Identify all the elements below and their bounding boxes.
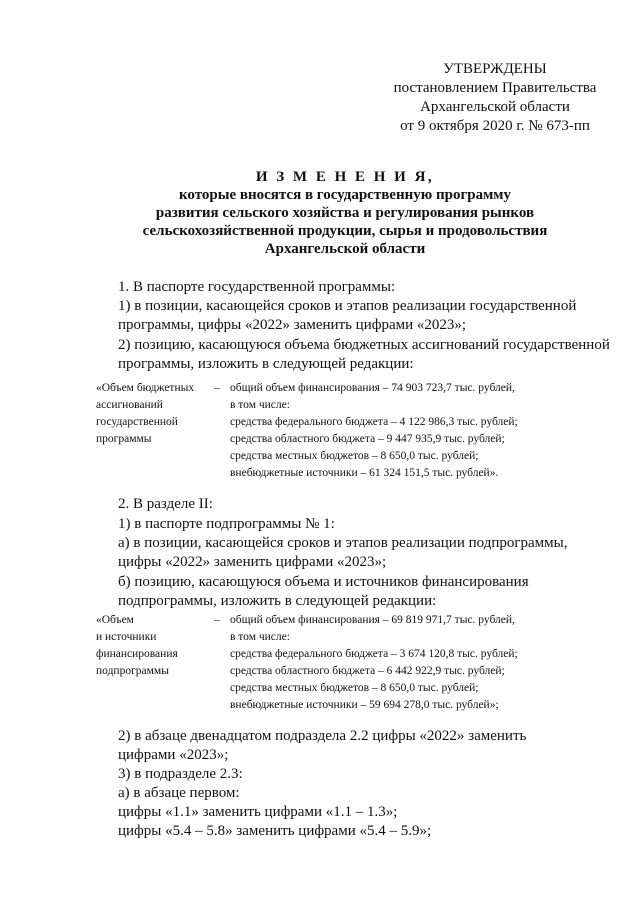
section-2-b-line-b: подпрограммы, изложить в следующей редакции: (118, 593, 437, 609)
label-line: подпрограммы (96, 665, 169, 677)
section-2-b-line-a: б) позицию, касающуюся объема и источников финансирования (118, 574, 529, 590)
section-3-item-3: 3) в подразделе 2.3: (118, 766, 243, 782)
section-1-item-1-line-b: программы, цифры «2022» заменить цифрами «2023»; (118, 317, 467, 333)
title-line-3: сельскохозяйственной продукции, сырья и продовольствия (142, 223, 548, 239)
value-line: средства местных бюджетов – 8 650,0 тыс. рублей; (230, 682, 479, 694)
section-3-change-2: цифры «5.4 – 5.8» заменить цифрами «5.4 – 5.9»; (118, 823, 432, 839)
section-2-subprogram: 1) в паспорте подпрограммы № 1: (118, 516, 335, 532)
section-3-item-2-line-a: 2) в абзаце двенадцатом подраздела 2.2 цифры «2022» заменить (118, 728, 527, 744)
budget-table-2-dash: – (214, 614, 220, 626)
label-line: «Объем (96, 614, 134, 626)
label-line: ассигнований (96, 399, 163, 411)
budget-table-1 (96, 380, 616, 484)
label-line: «Объем бюджетных (96, 382, 195, 394)
section-3-sub-a: а) в абзаце первом: (118, 785, 240, 801)
value-line: в том числе: (230, 631, 290, 643)
section-1-item-2-line-b: программы, изложить в следующей редакции: (118, 356, 414, 372)
value-line: средства федерального бюджета – 3 674 120,8 тыс. рублей; (230, 648, 518, 660)
section-1-item-2-line-a: 2) позицию, касающуюся объема бюджетных ассигнований государственной (118, 337, 610, 353)
approved-by: постановлением Правительства (393, 80, 597, 96)
value-line: внебюджетные источники – 59 694 278,0 тыс. рублей»; (230, 699, 499, 711)
budget-table-1-label (96, 380, 216, 448)
value-line: средства федерального бюджета – 4 122 986,3 тыс. рублей; (230, 416, 518, 428)
label-line: финансирования (96, 648, 178, 660)
approved-date: от 9 октября 2020 г. № 673-пп (400, 118, 590, 134)
section-3-change-1: цифры «1.1» заменить цифрами «1.1 – 1.3»; (118, 804, 398, 820)
value-line: внебюджетные источники – 61 324 151,5 тыс. рублей». (230, 467, 499, 479)
title-line-4: Архангельской области (264, 241, 426, 257)
approved-region: Архангельской области (420, 99, 570, 115)
value-line: общий объем финансирования – 69 819 971,7 тыс. рублей, (230, 614, 515, 626)
budget-table-1-dash: – (214, 382, 220, 394)
value-line: общий объем финансирования – 74 903 723,7 тыс. рублей, (230, 382, 515, 394)
value-line: в том числе: (230, 399, 290, 411)
title-line-2: развития сельского хозяйства и регулирования рынков (155, 205, 535, 221)
value-line: средства местных бюджетов – 8 650,0 тыс. рублей; (230, 450, 479, 462)
label-line: и источники (96, 631, 157, 643)
label-line: государственной (96, 416, 178, 428)
title-line-1: которые вносятся в государственную программу (178, 187, 512, 203)
value-line: средства областного бюджета – 6 442 922,9 тыс. рублей; (230, 665, 505, 677)
section-3-item-2-line-b: цифрами «2023»; (118, 747, 229, 763)
document-title (80, 168, 610, 258)
section-2-a-line-b: цифры «2022» заменить цифрами «2023»; (118, 554, 387, 570)
section-1-heading: 1. В паспорте государственной программы: (118, 279, 396, 295)
label-line: программы (96, 433, 152, 445)
title-main: И З М Е Н Е Н И Я, (255, 169, 435, 185)
budget-table-2 (96, 612, 616, 716)
budget-table-2-values (230, 612, 620, 714)
approved-word: УТВЕРЖДЕНЫ (443, 61, 547, 77)
budget-table-1-values (230, 380, 620, 482)
approval-stamp (380, 60, 610, 136)
section-1-item-1-line-a: 1) в позиции, касающейся сроков и этапов реализации государственной (118, 298, 577, 314)
value-line: средства областного бюджета – 9 447 935,9 тыс. рублей; (230, 433, 505, 445)
section-2-a-line-a: а) в позиции, касающейся сроков и этапов реализации подпрограммы, (118, 535, 568, 551)
budget-table-2-label (96, 612, 216, 680)
section-2-heading: 2. В разделе II: (118, 496, 213, 512)
